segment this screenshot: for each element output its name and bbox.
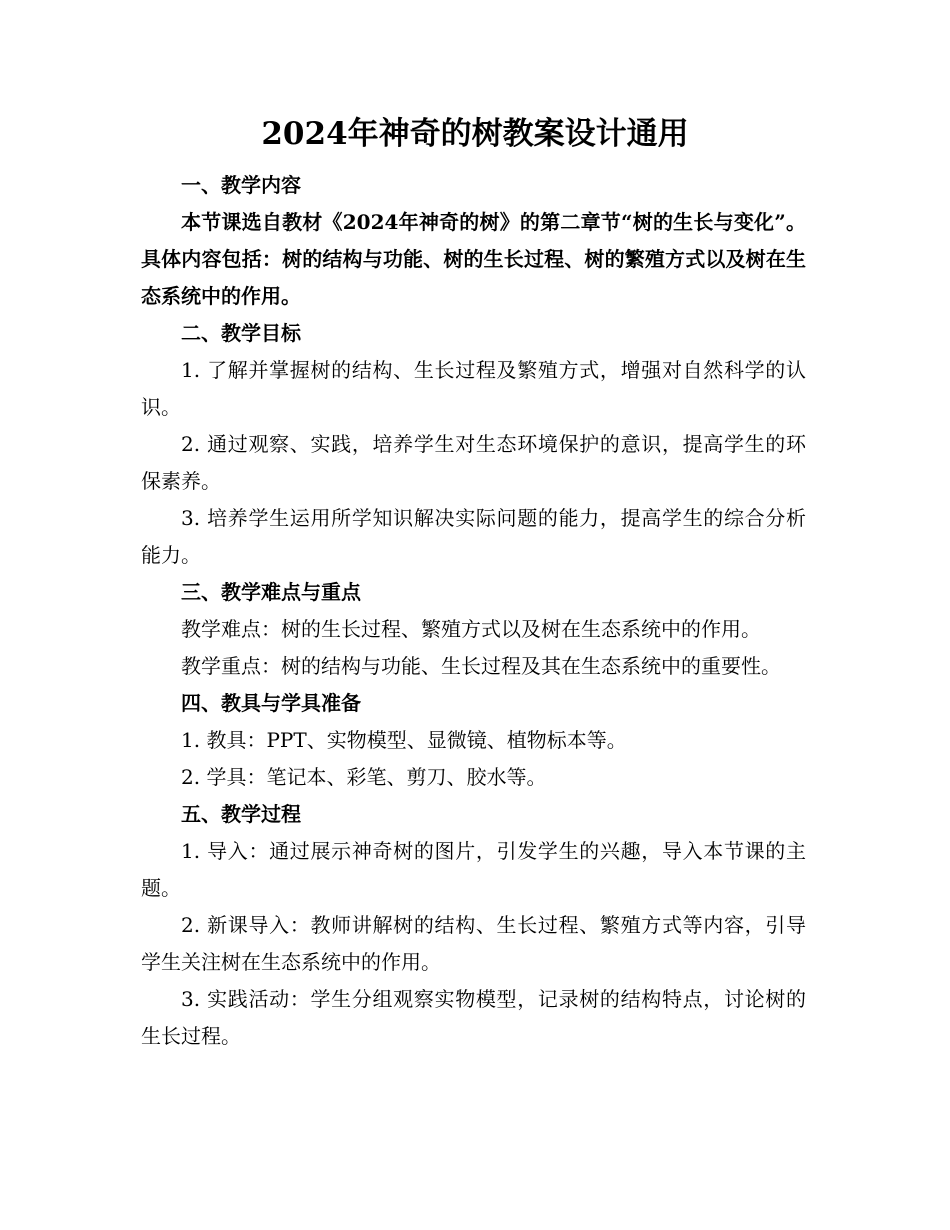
section-heading-difficulties: 三、教学难点与重点: [181, 580, 361, 604]
document-body: [141, 167, 806, 1055]
process-item-1: 1. 导入：通过展示神奇树的图片，引发学生的兴趣，导入本节课的主题。: [141, 839, 806, 900]
process-item-2: 2. 新课导入：教师讲解树的结构、生长过程、繁殖方式等内容，引导学生关注树在生态系统中的作用。: [141, 913, 806, 974]
process-item-3: 3. 实践活动：学生分组观察实物模型，记录树的结构特点，讨论树的生长过程。: [141, 987, 806, 1048]
document-title: 2024年神奇的树教案设计通用: [261, 116, 689, 152]
materials-item-2: 2. 学具：笔记本、彩笔、剪刀、胶水等。: [181, 765, 547, 789]
section-heading-materials: 四、教具与学具准备: [181, 691, 361, 715]
section-heading-process: 五、教学过程: [181, 802, 301, 826]
goal-item-2: 2. 通过观察、实践，培养学生对生态环境保护的意识，提高学生的环保素养。: [141, 432, 806, 493]
section-heading-teaching-goals: 二、教学目标: [181, 321, 301, 345]
goal-item-3: 3. 培养学生运用所学知识解决实际问题的能力，提高学生的综合分析能力。: [141, 506, 806, 567]
difficulty-paragraph: 教学难点：树的生长过程、繁殖方式以及树在生态系统中的作用。: [181, 617, 761, 641]
goal-item-1: 1. 了解并掌握树的结构、生长过程及繁殖方式，增强对自然科学的认识。: [141, 358, 806, 419]
key-point-paragraph: 教学重点：树的结构与功能、生长过程及其在生态系统中的重要性。: [181, 654, 781, 678]
materials-item-1: 1. 教具：PPT、实物模型、显微镜、植物标本等。: [181, 728, 627, 752]
section-heading-teaching-content: 一、教学内容: [181, 173, 301, 197]
content-paragraph: 本节课选自教材《2024年神奇的树》的第二章节“树的生长与变化”。具体内容包括：树的结构与功能、树的生长过程、树的繁殖方式以及树在生态系统中的作用。: [141, 210, 806, 308]
